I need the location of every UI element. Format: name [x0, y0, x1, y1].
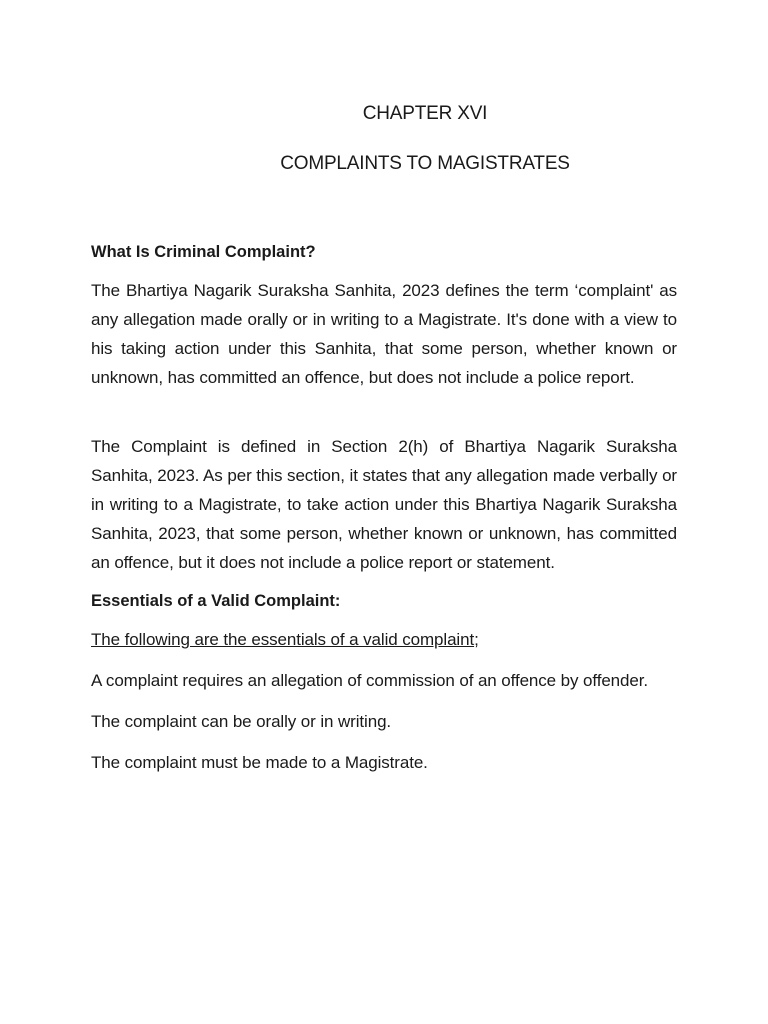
- essential-item: The complaint can be orally or in writing.: [91, 712, 392, 731]
- paragraph-definition: The Bhartiya Nagarik Suraksha Sanhita, 2023 defines the term ‘complaint' as any allegation made orally or in writing to a Magistrate. It's done with a view to his taking action under this Sanhita, that some person, whether known or unknown, has committed an offence, but does not include a police report.: [91, 281, 677, 387]
- chapter-title: COMPLAINTS TO MAGISTRATES: [280, 153, 570, 174]
- essentials-intro: [91, 625, 677, 654]
- paragraph-section-2h: The Complaint is defined in Section 2(h) of Bhartiya Nagarik Suraksha Sanhita, 2023. As per this section, it states that any allegation made verbally or in writing to a Magistrate, to take action under this Bhartiya Nagarik Suraksha Sanhita, 2023, that some person, whether known or unknown, has committed an offence, but it does not include a police report or statement.: [91, 437, 677, 572]
- essentials-intro-suffix: ;: [474, 630, 479, 649]
- section-heading-criminal-complaint: What Is Criminal Complaint?: [91, 243, 316, 261]
- essentials-intro-underlined: The following are the essentials of a valid complaint: [91, 630, 475, 649]
- essential-item: A complaint requires an allegation of commission of an offence by offender.: [91, 671, 648, 690]
- section-heading-essentials: Essentials of a Valid Complaint:: [91, 592, 341, 610]
- document-body: [91, 240, 677, 777]
- essential-item: The complaint must be made to a Magistrate.: [91, 753, 428, 772]
- chapter-number: CHAPTER XVI: [362, 103, 488, 124]
